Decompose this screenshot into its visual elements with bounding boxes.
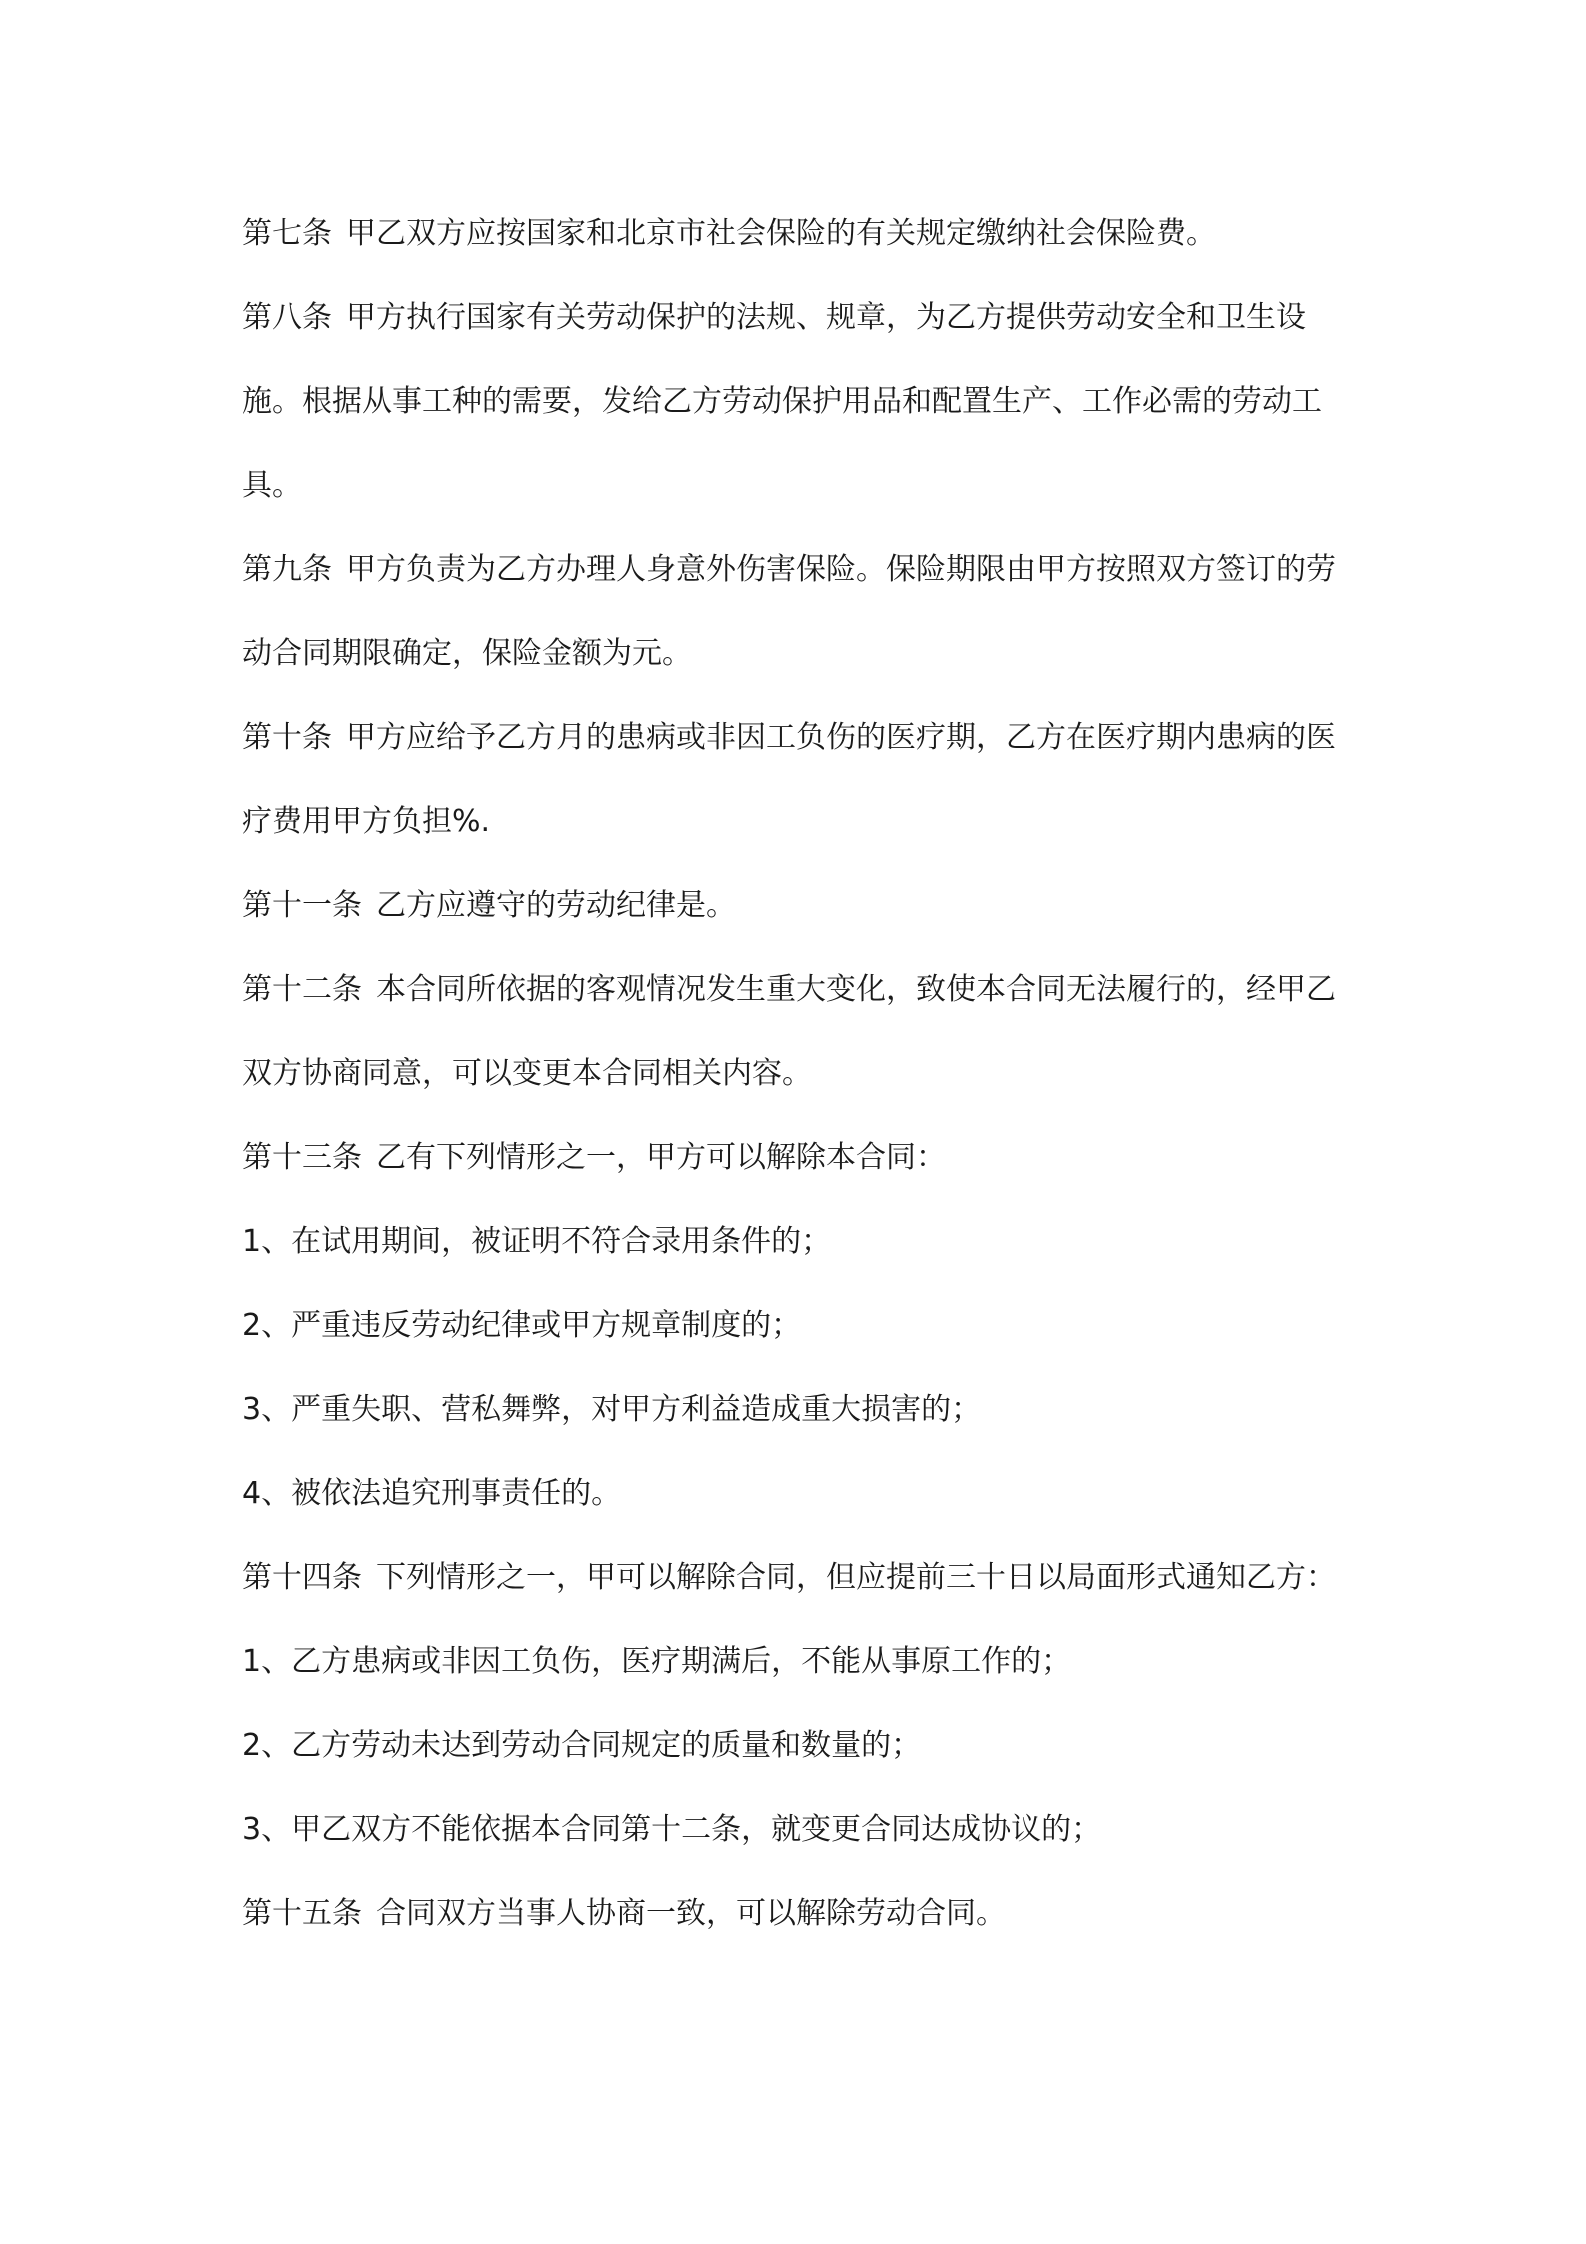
article-text: 甲方应给予乙方月的患病或非因工负伤的医疗期，乙方在医疗期内患病的医疗费用甲方负担%. [242, 720, 1336, 839]
article-label: 第十五条 [242, 1896, 362, 1931]
article-9 [242, 528, 1362, 696]
list-item [242, 1368, 1362, 1452]
list-item-text: 2、严重违反劳动纪律或甲方规章制度的； [242, 1308, 802, 1343]
list-item-text: 4、被依法追究刑事责任的。 [242, 1476, 622, 1511]
article-label: 第十二条 [242, 972, 362, 1007]
list-item [242, 1620, 1362, 1704]
article-10 [242, 696, 1362, 864]
article-label: 第九条 [242, 552, 332, 587]
article-text: 甲方执行国家有关劳动保护的法规、规章，为乙方提供劳动安全和卫生设施。根据从事工种的需要，发给乙方劳动保护用品和配置生产、工作必需的劳动工具。 [242, 300, 1322, 503]
list-item-text: 2、乙方劳动未达到劳动合同规定的质量和数量的； [242, 1728, 922, 1763]
list-item [242, 1704, 1362, 1788]
article-label: 第十四条 [242, 1560, 362, 1595]
list-item [242, 1200, 1362, 1284]
article-text: 合同双方当事人协商一致，可以解除劳动合同。 [376, 1896, 1006, 1931]
article-label: 第八条 [242, 300, 332, 335]
article-text: 下列情形之一，甲可以解除合同，但应提前三十日以局面形式通知乙方： [376, 1560, 1336, 1595]
article-14 [242, 1536, 1362, 1620]
article-12 [242, 948, 1362, 1116]
list-item-text: 1、在试用期间，被证明不符合录用条件的； [242, 1224, 832, 1259]
article-15 [242, 1872, 1362, 1956]
article-text: 甲乙双方应按国家和北京市社会保险的有关规定缴纳社会保险费。 [346, 216, 1216, 251]
list-item [242, 1452, 1362, 1536]
article-7 [242, 192, 1362, 276]
article-8 [242, 276, 1362, 528]
list-item [242, 1788, 1362, 1872]
list-item-text: 3、严重失职、营私舞弊，对甲方利益造成重大损害的； [242, 1392, 982, 1427]
article-text: 乙有下列情形之一，甲方可以解除本合同： [376, 1140, 946, 1175]
article-label: 第十一条 [242, 888, 362, 923]
list-item-text: 1、乙方患病或非因工负伤，医疗期满后，不能从事原工作的； [242, 1644, 1072, 1679]
list-item [242, 1284, 1362, 1368]
article-text: 乙方应遵守的劳动纪律是。 [376, 888, 736, 923]
article-text: 甲方负责为乙方办理人身意外伤害保险。保险期限由甲方按照双方签订的劳动合同期限确定，保险金额为元。 [242, 552, 1336, 671]
article-label: 第十条 [242, 720, 332, 755]
article-label: 第十三条 [242, 1140, 362, 1175]
article-13 [242, 1116, 1362, 1200]
article-text: 本合同所依据的客观情况发生重大变化，致使本合同无法履行的，经甲乙双方协商同意，可以变更本合同相关内容。 [242, 972, 1336, 1091]
article-label: 第七条 [242, 216, 332, 251]
list-item-text: 3、甲乙双方不能依据本合同第十二条，就变更合同达成协议的； [242, 1812, 1102, 1847]
article-11 [242, 864, 1362, 948]
document-body [242, 192, 1362, 1956]
